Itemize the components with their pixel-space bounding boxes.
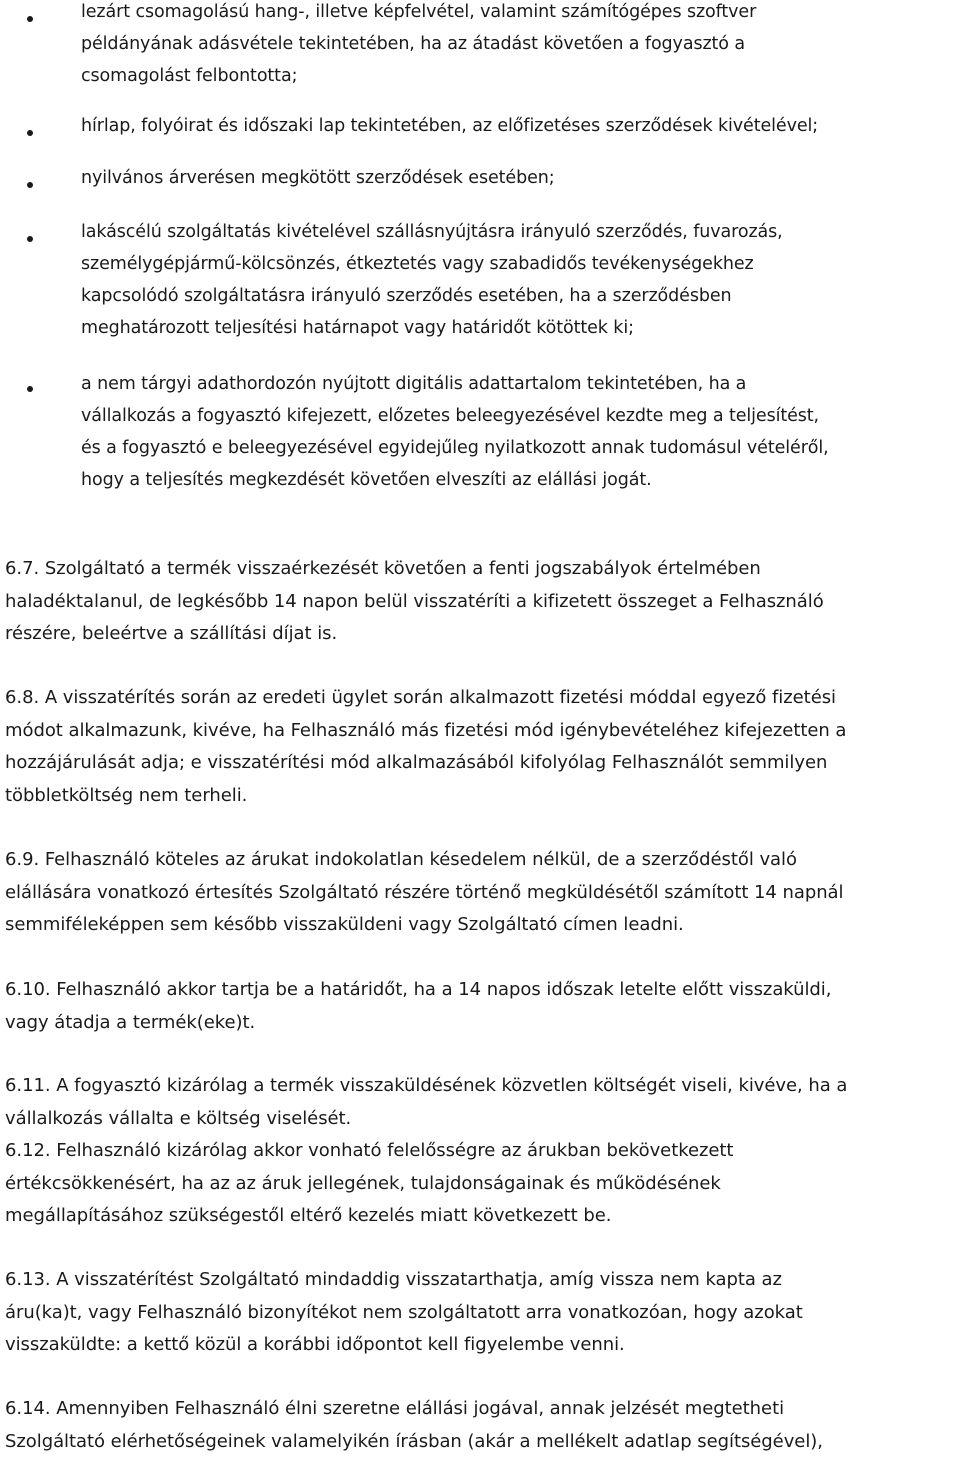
text-line: példányának adásvétele tekintetében, ha az átadást követően a fogyasztó a (81, 28, 956, 60)
section-6-8-paragraph (5, 682, 960, 812)
bullet-text (81, 162, 956, 194)
text-line: megállapításához szükségestől eltérő kezelés miatt következett be. (5, 1200, 960, 1233)
text-line: 6.12. Felhasználó kizárólag akkor vonható felelősségre az árukban bekövetkezett (5, 1135, 960, 1168)
text-line: és a fogyasztó e beleegyezésével egyidejűleg nyilatkozott annak tudomásul vételéről, (81, 432, 956, 464)
text-line: vállalkozás vállalta e költség viselését. (5, 1103, 960, 1136)
bullet-dot-icon (27, 16, 33, 22)
bullet-text (81, 0, 956, 92)
section-6-12-paragraph (5, 1135, 960, 1233)
text-line: Szolgáltató elérhetőségeinek valamelyikén írásban (akár a mellékelt adatlap segítségével), (5, 1426, 960, 1458)
text-line: elállására vonatkozó értesítés Szolgáltató részére történő megküldésétől számított 14 napnál (5, 877, 960, 910)
section-6-14-paragraph (5, 1393, 960, 1458)
text-line: nyilvános árverésen megkötött szerződések esetében; (81, 162, 956, 194)
text-line: kapcsolódó szolgáltatásra irányuló szerződés esetében, ha a szerződésben (81, 280, 956, 312)
bullet-dot-icon (27, 130, 33, 136)
text-line: hogy a teljesítés megkezdését követően elveszíti az elállási jogát. (81, 464, 956, 496)
bullet-dot-icon (27, 182, 33, 188)
text-line: visszaküldte: a kettő közül a korábbi időpontot kell figyelembe venni. (5, 1329, 960, 1362)
text-line: részére, beleértve a szállítási díjat is. (5, 618, 960, 651)
section-6-9-paragraph (5, 844, 960, 942)
text-line: haladéktalanul, de legkésőbb 14 napon belül visszatéríti a kifizetett összeget a Felhasználó (5, 586, 960, 619)
bullet-text (81, 216, 956, 344)
text-line: 6.11. A fogyasztó kizárólag a termék visszaküldésének közvetlen költségét viseli, kivéve, ha a (5, 1070, 960, 1103)
text-line: többletköltség nem terheli. (5, 780, 960, 813)
text-line: 6.7. Szolgáltató a termék visszaérkezését követően a fenti jogszabályok értelmében (5, 553, 960, 586)
text-line: módot alkalmazunk, kivéve, ha Felhasználó más fizetési mód igénybevételéhez kifejezetten a (5, 715, 960, 748)
bullet-dot-icon (27, 386, 33, 392)
text-line: lezárt csomagolású hang-, illetve képfelvétel, valamint számítógépes szoftver (81, 0, 956, 28)
section-6-10-paragraph (5, 974, 960, 1039)
text-line: meghatározott teljesítési határnapot vagy határidőt kötöttek ki; (81, 312, 956, 344)
text-line: 6.9. Felhasználó köteles az árukat indokolatlan késedelem nélkül, de a szerződéstől való (5, 844, 960, 877)
text-line: hírlap, folyóirat és időszaki lap tekintetében, az előfizetéses szerződések kivételével; (81, 110, 956, 142)
text-line: 6.14. Amennyiben Felhasználó élni szeretne elállási jogával, annak jelzését megtetheti (5, 1393, 960, 1426)
text-line: 6.13. A visszatérítést Szolgáltató mindaddig visszatarthatja, amíg vissza nem kapta az (5, 1264, 960, 1297)
section-6-7-paragraph (5, 553, 960, 651)
text-line: csomagolást felbontotta; (81, 60, 956, 92)
text-line: 6.8. A visszatérítés során az eredeti ügylet során alkalmazott fizetési móddal egyező fizetési (5, 682, 960, 715)
text-line: lakáscélú szolgáltatás kivételével szállásnyújtásra irányuló szerződés, fuvarozás, (81, 216, 956, 248)
bullet-text (81, 110, 956, 142)
text-line: vállalkozás a fogyasztó kifejezett, előzetes beleegyezésével kezdte meg a teljesítést, (81, 400, 956, 432)
text-line: 6.10. Felhasználó akkor tartja be a határidőt, ha a 14 napos időszak letelte előtt visszaküldi, (5, 974, 960, 1007)
text-line: vagy átadja a termék(eke)t. (5, 1007, 960, 1040)
bullet-dot-icon (27, 236, 33, 242)
bullet-text (81, 368, 956, 496)
section-6-13-paragraph (5, 1264, 960, 1362)
text-line: áru(ka)t, vagy Felhasználó bizonyítékot nem szolgáltatott arra vonatkozóan, hogy azokat (5, 1297, 960, 1330)
text-line: személygépjármű-kölcsönzés, étkeztetés vagy szabadidős tevékenységekhez (81, 248, 956, 280)
text-line: a nem tárgyi adathordozón nyújtott digitális adattartalom tekintetében, ha a (81, 368, 956, 400)
text-line: semmiféleképpen sem később visszaküldeni vagy Szolgáltató címen leadni. (5, 909, 960, 942)
section-6-11-paragraph (5, 1070, 960, 1135)
text-line: értékcsökkenésért, ha az az áruk jellegének, tulajdonságainak és működésének (5, 1168, 960, 1201)
text-line: hozzájárulását adja; e visszatérítési mód alkalmazásából kifolyólag Felhasználót semmilyen (5, 747, 960, 780)
